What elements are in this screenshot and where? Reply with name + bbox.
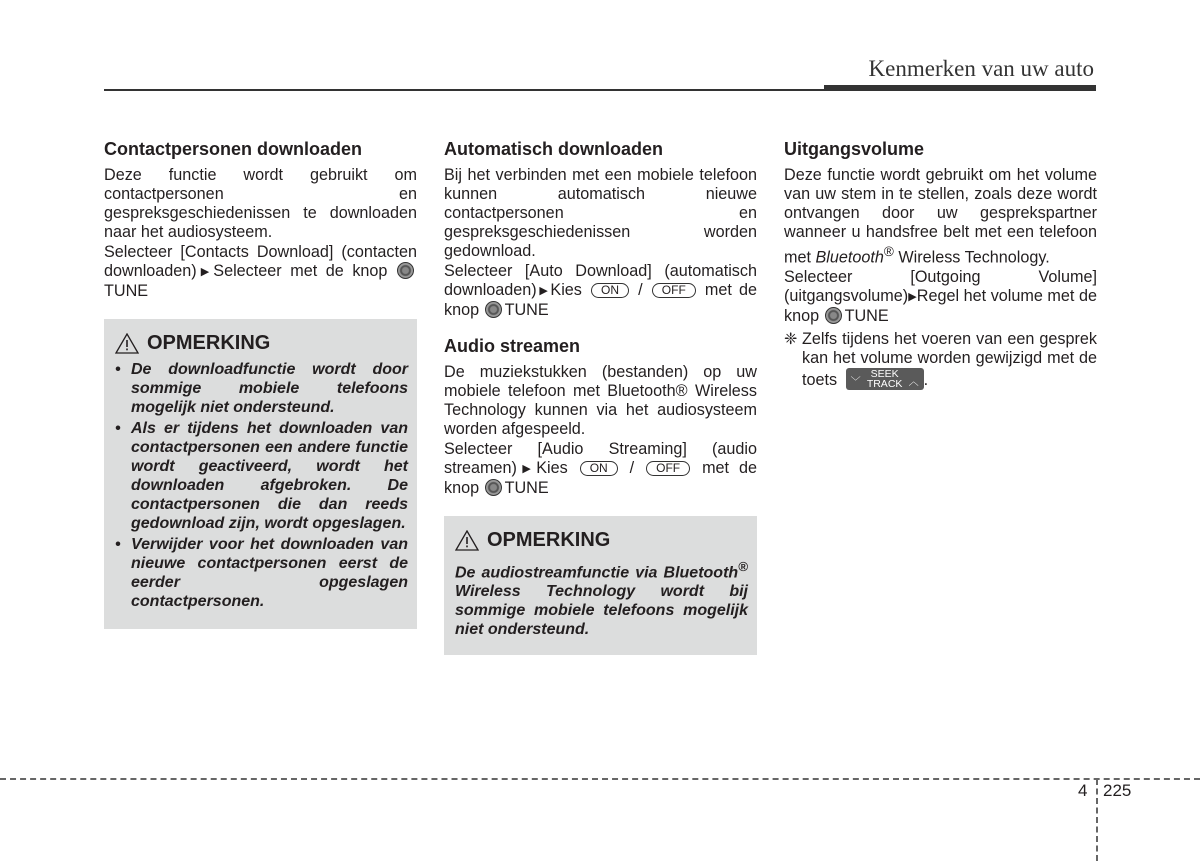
instruction-text: Regel het volume met de knop — [784, 287, 1097, 326]
tune-label: TUNE — [504, 301, 549, 319]
tune-knob-icon — [485, 301, 502, 318]
column-contacts-download — [104, 138, 417, 629]
header-rule — [104, 89, 824, 91]
registered-mark: ® — [883, 244, 894, 259]
chevron-down-icon: ﹀ — [850, 377, 861, 389]
tune-label: TUNE — [844, 307, 889, 326]
instruction-text: met de knop — [444, 281, 758, 319]
section-heading-contacts-download: Contactpersonen downloaden — [104, 139, 363, 159]
notice-box — [444, 516, 757, 655]
bullet-icon: • — [115, 536, 121, 553]
section-heading-auto-download: Automatisch downloaden — [444, 139, 664, 159]
seek-track-button-icon — [846, 368, 924, 390]
warning-triangle-icon — [115, 333, 139, 354]
separator-text: / — [638, 281, 643, 299]
footer-rule — [0, 778, 1200, 780]
notice-list — [115, 360, 408, 611]
notice-title: OPMERKING — [147, 332, 271, 354]
footnote: ❈ Zelfs tijdens het voeren van een gesprek kan het volume worden gewijzigd met de toets ﹀ SEEK TRACK ︿ . — [784, 330, 1097, 391]
instruction-text: Selecteer met de knop — [213, 262, 388, 280]
notice-item: • De downloadfunctie wordt door sommige mobiele telefoons mogelijk niet ondersteund. — [115, 361, 408, 416]
off-button-icon: OFF — [646, 461, 690, 476]
arrow-right-icon: ▶ — [196, 266, 214, 278]
paragraph-description: Deze functie wordt gebruikt om het volume van uw stem in te stellen, zoals deze wordt ontvangen door uw gesprekspartner wanneer u handsfree belt met een telefoon met Bluetooth® Wireless Technology. — [784, 166, 1097, 267]
notice-item: • Verwijder voor het downloaden van nieuwe contactpersonen eerst de eerder opgeslagen contactpersonen. — [115, 536, 408, 610]
paragraph-instruction — [104, 243, 417, 301]
tune-knob-icon — [397, 262, 414, 279]
track-label: TRACK — [866, 378, 903, 391]
paragraph-instruction — [444, 262, 757, 320]
instruction-text: Selecteer [Audio Streaming] (audio streamen) — [444, 440, 757, 477]
tune-knob-icon — [825, 307, 842, 324]
on-button-icon: ON — [580, 461, 618, 476]
notice-title: OPMERKING — [487, 529, 611, 551]
page-header-title: Kenmerken van uw auto — [868, 56, 1094, 81]
arrow-right-icon: ▶ — [536, 285, 551, 297]
page-number: 225 — [1103, 781, 1132, 800]
arrow-right-icon: ▶ — [516, 463, 537, 475]
section-heading-audio-streaming: Audio streamen — [444, 336, 581, 356]
chevron-up-icon: ︿ — [908, 377, 919, 389]
instruction-text: Kies — [550, 281, 582, 299]
off-button-icon: OFF — [652, 283, 696, 298]
tune-knob-icon — [485, 479, 502, 496]
arrow-right-icon: ▶ — [908, 291, 917, 304]
notice-box — [104, 319, 417, 629]
notice-header — [115, 333, 408, 354]
bullet-icon: • — [115, 361, 121, 378]
footer-divider — [1096, 779, 1098, 861]
on-button-icon: ON — [591, 283, 629, 298]
instruction-text: Selecteer [Outgoing Volume] (uitgangsvolume) — [784, 268, 1097, 306]
seek-label: SEEK — [870, 368, 899, 381]
bullet-icon: • — [115, 420, 121, 437]
registered-mark: ® — [738, 559, 748, 574]
instruction-text: Kies — [536, 459, 568, 477]
tune-label: TUNE — [504, 479, 549, 497]
paragraph-description: Bij het verbinden met een mobiele telefoon kunnen automatisch nieuwe contactpersonen en gespreksgeschiedenissen worden gedownload. — [444, 166, 757, 260]
chapter-number: 4 — [1078, 781, 1088, 800]
header-rule-accent — [824, 85, 1096, 91]
instruction-text: Selecteer [Auto Download] (automatisch downloaden) — [444, 262, 757, 299]
notice-text: De audiostreamfunctie via Bluetooth® Wireless Technology wordt bij sommige mobiele telefoons mogelijk niet ondersteund. — [455, 559, 748, 639]
paragraph-description: De muziekstukken (bestanden) op uw mobiele telefoon met Bluetooth® Wireless Technology kunnen via het audiosysteem worden afgespeeld. — [444, 363, 757, 438]
bluetooth-text: Bluetooth — [815, 248, 884, 267]
paragraph-instruction — [784, 268, 1097, 326]
paragraph-instruction — [444, 440, 757, 498]
column-auto-download — [444, 138, 757, 655]
instruction-text: Selecteer [Contacts Download] (contacten downloaden) — [104, 243, 417, 280]
column-outgoing-volume — [784, 138, 1097, 390]
tune-label: TUNE — [104, 282, 149, 300]
section-heading-outgoing-volume: Uitgangsvolume — [784, 139, 925, 159]
notice-item: • Als er tijdens het downloaden van contactpersonen een andere functie wordt geactiveerd, wordt het downloaden afgebroken. De contactpersonen die dan reeds gedownload zijn, wordt opgeslagen. — [115, 420, 408, 532]
instruction-text: met de knop — [444, 459, 758, 497]
warning-triangle-icon — [455, 530, 479, 551]
notice-header — [455, 530, 748, 551]
paragraph-description: Deze functie wordt gebruikt om contactpersonen en gespreksgeschiedenissen te downloaden naar het audiosysteem. — [104, 166, 417, 241]
separator-text: / — [629, 459, 635, 477]
asterisk-icon: ❈ — [784, 330, 798, 349]
